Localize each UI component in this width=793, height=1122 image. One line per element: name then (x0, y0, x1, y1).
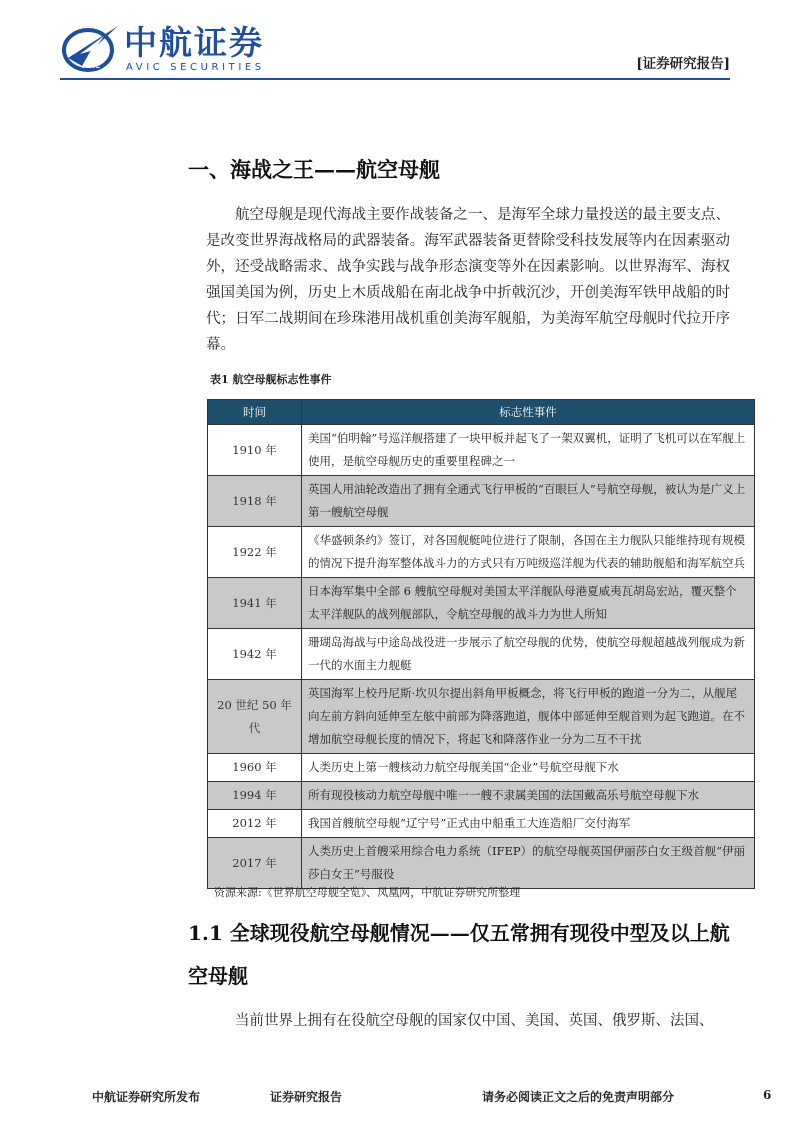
section-title: 一、海战之王——航空母舰 (188, 157, 440, 182)
brand-name-en: AVIC SECURITIES (126, 62, 265, 73)
table-row (208, 810, 755, 838)
report-tag: [证券研究报告] (636, 56, 730, 72)
page-footer (0, 1088, 793, 1112)
row-date: 1941 年 (208, 578, 302, 629)
row-date: 1918 年 (208, 476, 302, 527)
table-row (208, 527, 755, 578)
table-row (208, 680, 755, 754)
milestone-table (207, 399, 755, 889)
row-date: 2012 年 (208, 810, 302, 838)
row-event: 日本海军集中全部 6 艘航空母舰对美国太平洋舰队母港夏威夷瓦胡岛宏站，覆灭整个太平洋舰队的战列舰部队，令航空母舰的战斗力为世人所知 (302, 578, 755, 629)
row-date: 1942 年 (208, 629, 302, 680)
table-row (208, 754, 755, 782)
footer-publisher: 中航证券研究所发布 (92, 1090, 201, 1104)
row-event: 《华盛顿条约》签订，对各国舰艇吨位进行了限制，各国在主力舰队只能维持现有规模的情况下提升海军整体战斗力的方式只有万吨级巡洋舰为代表的辅助舰船和海军航空兵 (302, 527, 755, 578)
page-header (60, 22, 730, 78)
row-date: 1910 年 (208, 425, 302, 476)
logo-small-text: AVIC (82, 62, 101, 70)
table-row (208, 578, 755, 629)
column-header-date: 时间 (208, 400, 302, 425)
table-row (208, 425, 755, 476)
jet-plane-logo-icon (60, 22, 120, 74)
row-event: 英国人用油轮改造出了拥有全通式飞行甲板的“百眼巨人”号航空母舰，被认为是广义上第一艘航空母舰 (302, 476, 755, 527)
subsection-title: 1.1 全球现役航空母舰情况——仅五常拥有现役中型及以上航空母舰 (188, 921, 730, 988)
page-number: 6 (763, 1088, 772, 1102)
brand-name-cn: 中航证券 (124, 23, 264, 62)
row-date: 2017 年 (208, 838, 302, 889)
footer-report-type: 证券研究报告 (270, 1090, 343, 1104)
row-date: 1960 年 (208, 754, 302, 782)
table-row (208, 782, 755, 810)
row-date: 20 世纪 50 年代 (208, 680, 302, 754)
table-header-row (208, 400, 755, 425)
row-event: 人类历史上首艘采用综合电力系统（IFEP）的航空母舰英国伊丽莎白女王级首舰“伊丽莎白女王”号服役 (302, 838, 755, 889)
table-title: 表1 航空母舰标志性事件 (210, 373, 332, 386)
table-row (208, 476, 755, 527)
footer-disclaimer: 请务必阅读正文之后的免责声明部分 (482, 1090, 675, 1104)
row-event: 所有现役核动力航空母舰中唯一一艘不隶属美国的法国戴高乐号航空母舰下水 (302, 782, 755, 810)
row-event: 人类历史上第一艘核动力航空母舰美国“企业”号航空母舰下水 (302, 754, 755, 782)
row-date: 1922 年 (208, 527, 302, 578)
subsection-paragraph: 当前世界上拥有在役航空母舰的国家仅中国、美国、英国、俄罗斯、法国、 (235, 1013, 714, 1029)
header-divider (60, 78, 730, 80)
row-event: 我国首艘航空母舰“辽宁号”正式由中船重工大连造船厂交付海军 (302, 810, 755, 838)
table-row (208, 629, 755, 680)
row-event: 英国海军上校丹尼斯·坎贝尔提出斜角甲板概念，将飞行甲板的跑道一分为二，从舰尾向左前方斜向延伸至左舷中前部为降落跑道，舰体中部延伸至舰首则为起飞跑道。在不增加航空母舰长度的情况下，将起飞和降落作业一分为二互不干扰 (302, 680, 755, 754)
table-row (208, 838, 755, 889)
row-date: 1994 年 (208, 782, 302, 810)
row-event: 美国“伯明翰”号巡洋舰搭建了一块甲板并起飞了一架双翼机，证明了飞机可以在军舰上使用，是航空母舰历史的重要里程碑之一 (302, 425, 755, 476)
table-source: 资源来源:《世界航空母舰全览》、凤凰网，中航证券研究所整理 (214, 886, 521, 899)
column-header-event: 标志性事件 (302, 400, 755, 425)
intro-paragraph: 航空母舰是现代海战主要作战装备之一、是海军全球力量投送的最主要支点、是改变世界海战格局的武器装备。海军武器装备更替除受科技发展等内在因素驱动外，还受战略需求、战争实践与战争形态演变等外在因素影响。以世界海军、海权强国美国为例，历史上木质战船在南北战争中折戟沉沙，开创美海军铁甲战船的时代；日军二战期间在珍珠港用战机重创美海军舰船，为美海军航空母舰时代拉开序幕。 (206, 207, 730, 353)
row-event: 珊瑚岛海战与中途岛战役进一步展示了航空母舰的优势，使航空母舰超越战列舰成为新一代的水面主力舰艇 (302, 629, 755, 680)
